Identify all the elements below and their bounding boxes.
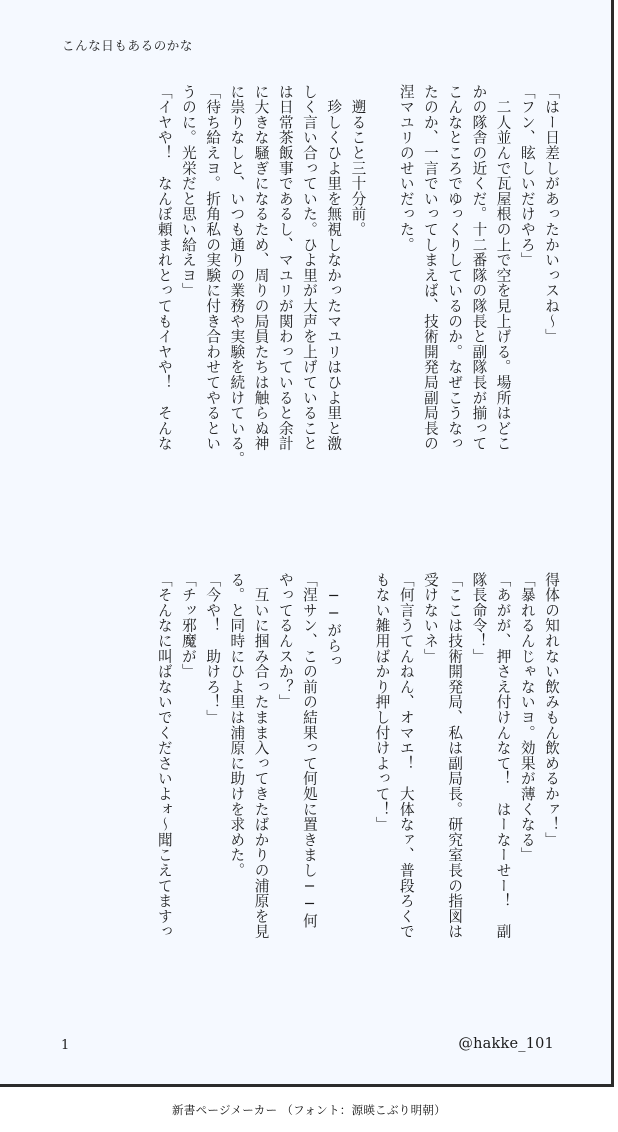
generator-credit: 新書ページメーカー （フォント：源暎こぶり明朝） [172,1103,446,1117]
text-line: 「涅サン、この前の結果って何処に置きまし──何 [300,572,318,929]
text-line: こんなところでゆっくりしているのか。なぜこうなっ [446,84,464,452]
text-line: やってるんスか？」 [276,572,294,710]
text-line: 「イヤや！ なんぼ頼まれとってもイヤや！ そんな [155,84,173,452]
text-line: 「ここは技術開発局、私は副局長。研究室長の指図は [446,572,464,940]
text-line: 「今や！ 助けろ！」 [204,572,222,725]
text-line: 「あがが、押さえ付けんなて！ はーなーせー！ 副 [494,572,512,940]
text-line: に祟りなしと、いつも通りの業務や実験を続けている。 [228,84,246,467]
text-line: 「はー日差しがあったかいっスね〜」 [543,84,560,345]
text-line: 遡ること三十分前。 [349,84,367,237]
text-line: 「チッ邪魔が」 [179,572,197,680]
story-title: こんな日もあるのかな [62,38,194,53]
author-handle: @hakke_101 [458,1036,554,1052]
text-line: たのか、一言でいってしまえば、技術開発局副局長の [421,84,439,452]
text-line: る。と同時にひよ里は浦原に助けを求めた。 [228,572,246,878]
text-line: 得体の知れない飲みもん飲めるかァ！」 [543,572,560,848]
text-block-top [57,84,563,534]
text-line: もない雑用ばかり押し付けよって！」 [373,572,391,833]
text-line: 受けないネ」 [421,572,439,664]
text-line: 隊長命令！」 [470,572,488,664]
text-line: に大きな騒ぎになるため、周りの局員たちは触らぬ神 [252,84,270,452]
text-line: かの隊舎の近くだ。十二番隊の隊長と副隊長が揃って [470,84,488,452]
text-line: は日常茶飯事であるし、マユリが関わっていると余計 [276,84,294,452]
text-line: うのに。光栄だと思い給えヨ」 [179,84,197,299]
text-line: 「フン、眩しいだけやろ」 [518,84,536,268]
text-line: 二人並んで瓦屋根の上で空を見上げる。場所はどこ [494,84,512,452]
text-line: 「そんなに叫ばないでくださいよォ〜聞こえてますっ [155,572,173,940]
text-line: しく言い合っていた。ひよ里が大声を上げていること [300,84,318,452]
text-line: 互いに掴み合ったまま入ってきたばかりの浦原を見 [252,572,270,940]
text-line [345,572,369,1022]
text-line: 「暴れるんじゃないヨ。効果が薄くなる」 [518,572,536,863]
text-line: 「何言うてんねん、オマエ！ 大体なァ、普段ろくで [397,572,415,940]
text-line: ──がらっ [325,572,343,669]
text-line: 涅マユリのせいだった。 [397,84,415,253]
text-block-bottom [57,572,563,1022]
text-line: 珍しくひよ里を無視しなかったマユリはひよ里と激 [325,84,343,452]
page-number: 1 [61,1038,70,1053]
text-line [369,84,393,534]
text-line: 「待ち給えヨ。折角私の実験に付き合わせてやるとい [204,84,222,452]
